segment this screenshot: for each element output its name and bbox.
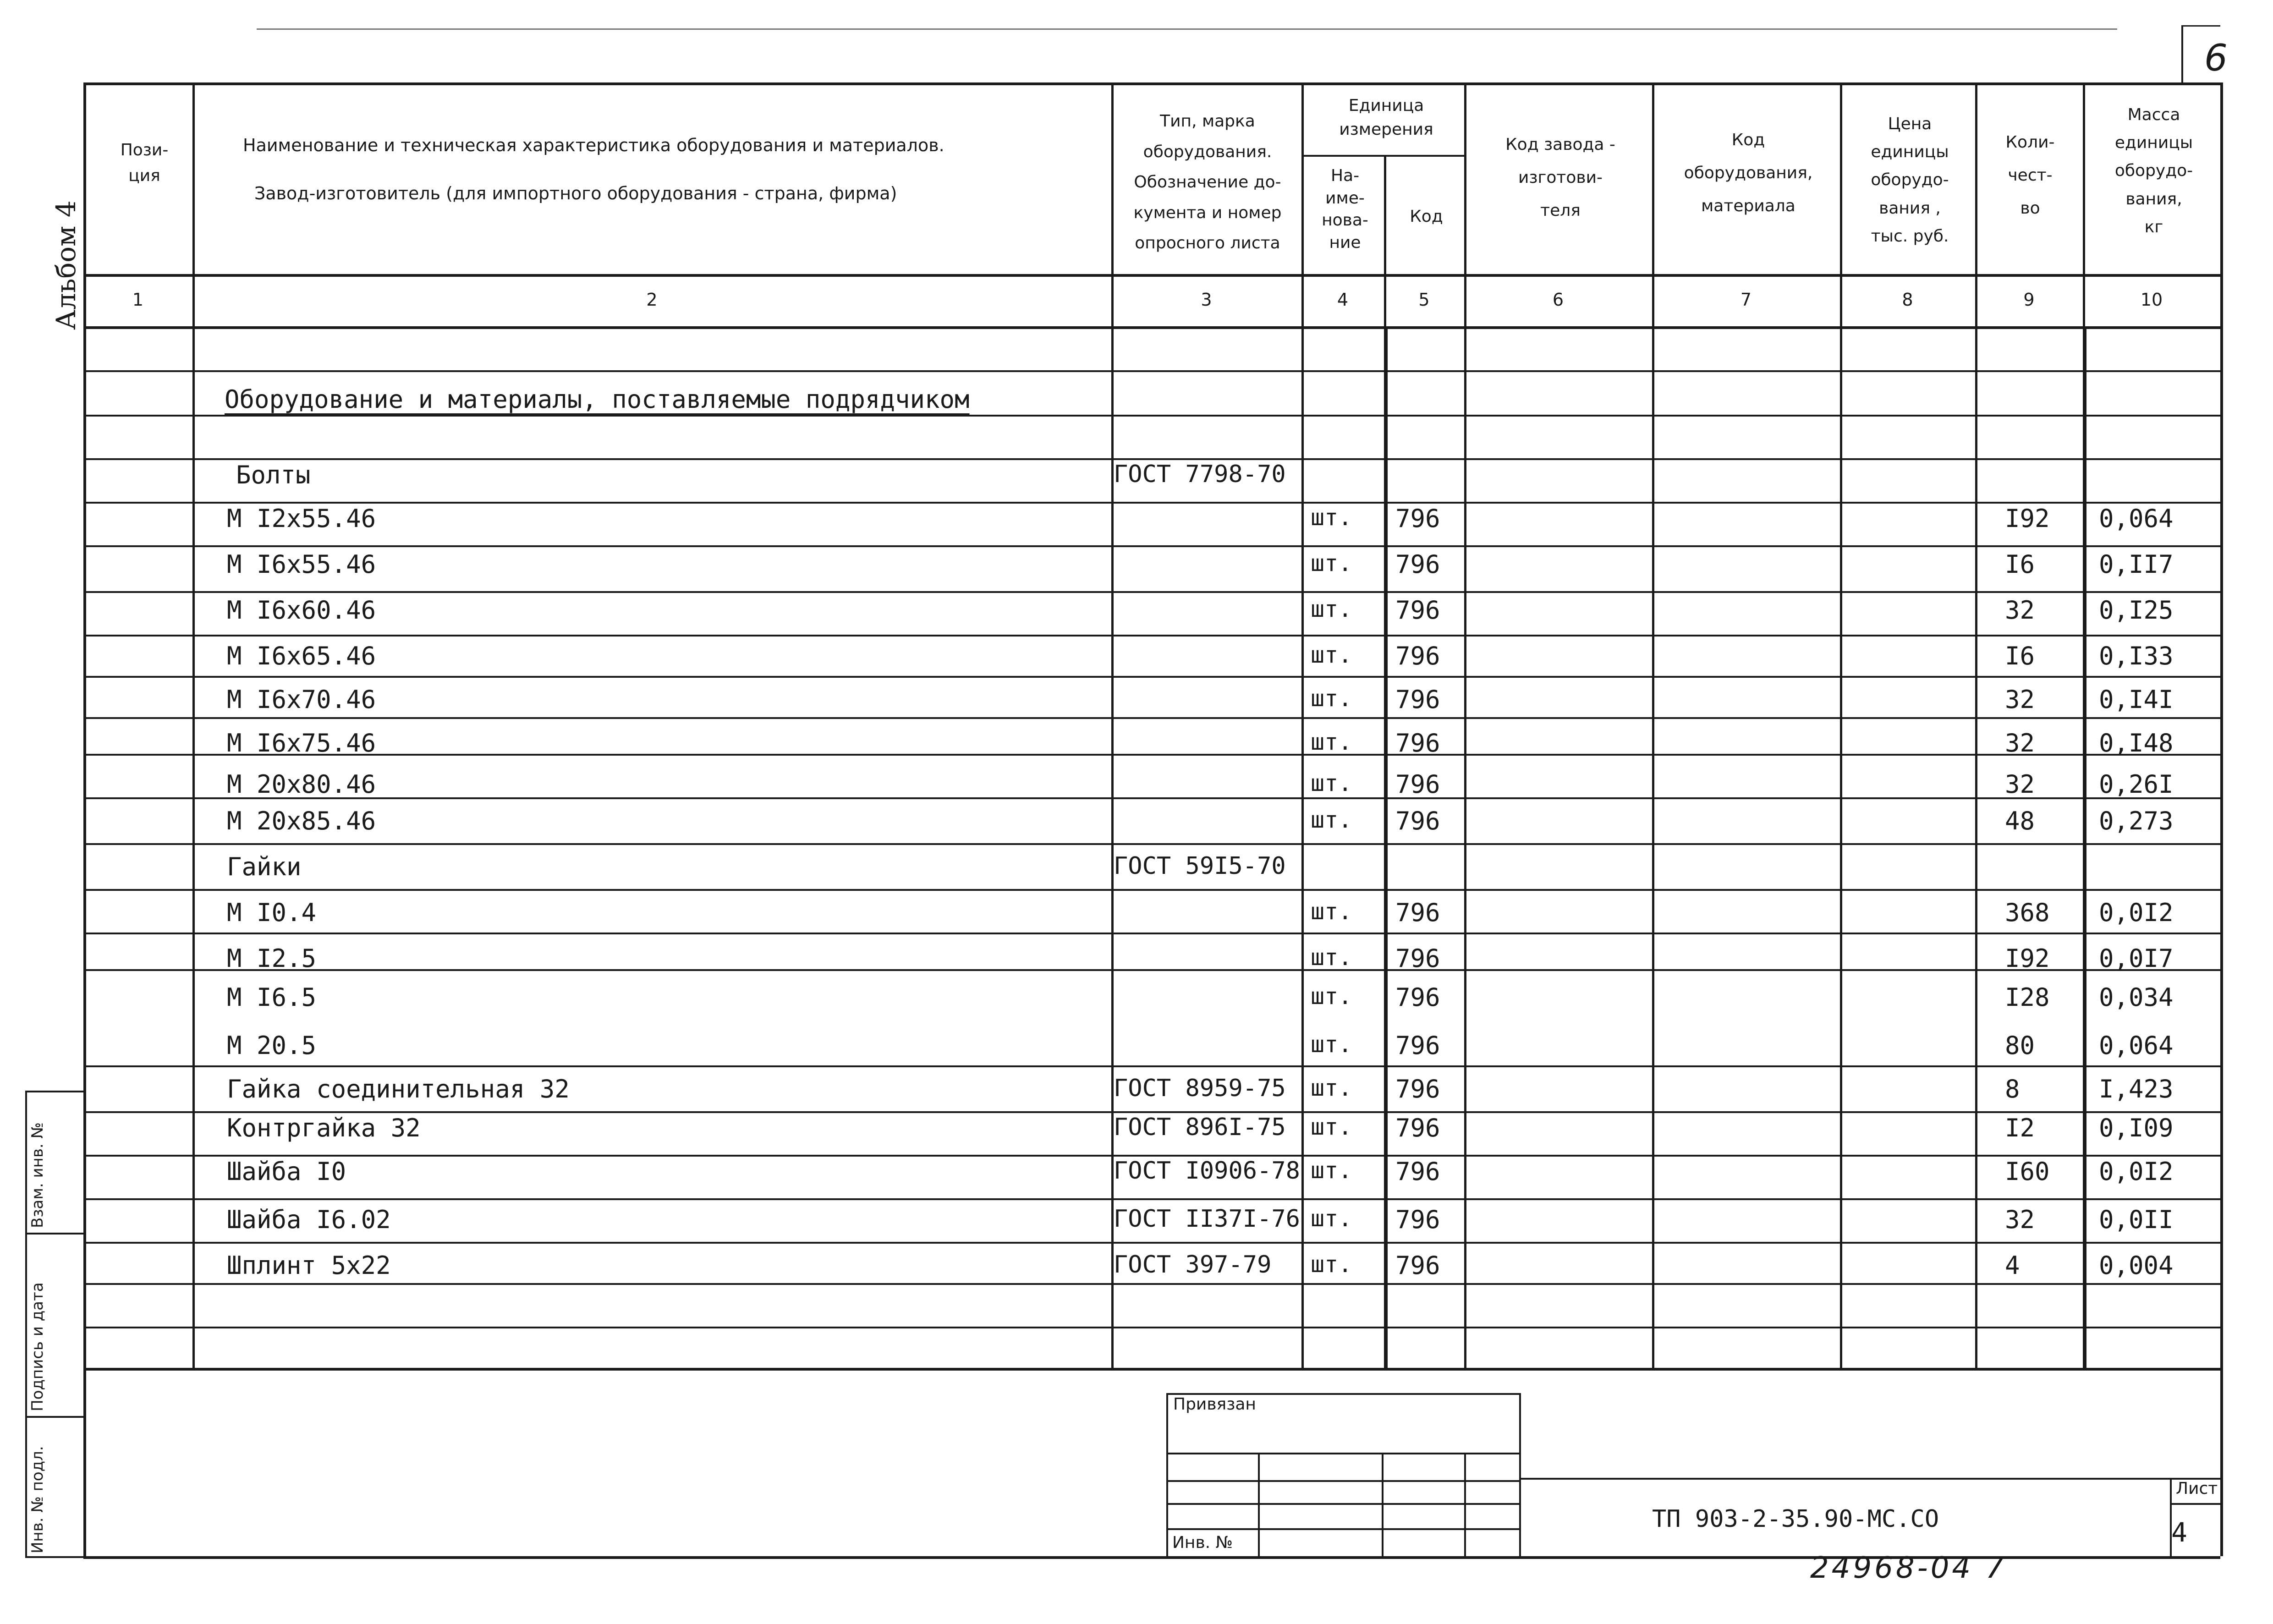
row-name: М I6х75.46 (227, 729, 376, 757)
grid-vline (1464, 1453, 1466, 1556)
row-mass: 0,064 (2099, 1031, 2174, 1060)
header-price: Цена единицы оборудо- вания , тыс. руб. (1871, 115, 1949, 246)
column-number-7: 7 (1740, 290, 1752, 310)
grid-vline (2220, 82, 2223, 1556)
grid-hline (2181, 25, 2220, 27)
column-number-4: 4 (1337, 290, 1349, 310)
row-mass: 0,I33 (2099, 642, 2174, 670)
grid-vline (2181, 25, 2183, 82)
row-doc: ГОСТ 397-79 (1114, 1251, 1272, 1278)
page-number-handwritten: 6 (2204, 37, 2228, 79)
row-quantity: 32 (2005, 1205, 2035, 1234)
row-mass: 0,273 (2099, 807, 2174, 835)
row-name: Шайба I0 (227, 1157, 346, 1186)
row-unit-code: 796 (1395, 642, 1440, 670)
row-mass: 0,034 (2099, 983, 2174, 1012)
row-unit: шт. (1311, 550, 1352, 576)
row-mass: 0,0II (2099, 1205, 2174, 1234)
grid-hline (83, 676, 2220, 678)
side-label-podpis: Подпись и дата (28, 1282, 47, 1411)
row-name: Гайка соединительная 32 (227, 1075, 570, 1103)
grid-vline (1384, 326, 1388, 1368)
column-number-1: 1 (132, 290, 144, 310)
row-quantity: I6 (2005, 642, 2035, 670)
grid-vline (1301, 82, 1304, 1368)
row-unit-code: 796 (1395, 898, 1440, 927)
row-name: Шайба I6.02 (227, 1205, 391, 1234)
row-mass: 0,I25 (2099, 596, 2174, 625)
grid-hline (83, 717, 2220, 719)
row-unit-code: 796 (1395, 1031, 1440, 1060)
grid-hline (83, 797, 2220, 799)
row-doc: ГОСТ 8959-75 (1114, 1075, 1286, 1102)
row-unit: шт. (1311, 729, 1352, 755)
row-name: М I2х55.46 (227, 504, 376, 533)
grid-hline (1301, 155, 1464, 157)
grid-vline (1975, 82, 1977, 1368)
row-unit: шт. (1311, 1157, 1352, 1184)
header-type-doc: Тип, марка оборудования. Обозначение до- кумента и номер опросного листа (1133, 112, 1282, 253)
grid-vline (1258, 1453, 1260, 1556)
grid-vline (2083, 326, 2086, 1368)
grid-hline (25, 1091, 83, 1092)
row-quantity: 32 (2005, 596, 2035, 625)
row-mass: 0,0I7 (2099, 944, 2174, 973)
row-unit-code: 796 (1395, 770, 1440, 799)
column-number-2: 2 (646, 290, 658, 310)
row-quantity: 8 (2005, 1075, 2020, 1103)
grid-hline (25, 1233, 83, 1234)
row-doc: ГОСТ 896I-75 (1114, 1114, 1286, 1141)
row-quantity: I6 (2005, 550, 2035, 579)
row-unit-code: 796 (1395, 1205, 1440, 1234)
row-unit: шт. (1311, 983, 1352, 1010)
grid-hline (83, 1111, 2220, 1113)
row-mass: 0,I48 (2099, 729, 2174, 757)
stamp-inv-no: Инв. № (1172, 1533, 1233, 1552)
row-unit: шт. (1311, 1031, 1352, 1058)
row-unit: шт. (1311, 944, 1352, 971)
header-equipment-code: Код оборудования, материала (1684, 131, 1813, 215)
row-name: М I6х60.46 (227, 596, 376, 625)
grid-hline (83, 969, 2220, 971)
row-unit-code: 796 (1395, 1251, 1440, 1280)
grid-hline (1166, 1503, 1519, 1505)
grid-hline (83, 82, 2220, 85)
row-unit: шт. (1311, 685, 1352, 712)
stamp-list-label: Лист (2176, 1479, 2218, 1498)
row-mass: 0,II7 (2099, 550, 2174, 579)
row-name: М I6х55.46 (227, 550, 376, 579)
grid-vline (25, 1091, 27, 1556)
grid-hline (25, 1416, 83, 1418)
row-unit-code: 796 (1395, 1075, 1440, 1103)
row-name: М I2.5 (227, 944, 317, 973)
row-quantity: 368 (2005, 898, 2050, 927)
header-mass: Масса единицы оборудо- вания, кг (2114, 105, 2193, 236)
stamp-document-code: ТП 903-2-35.90-МС.СО (1652, 1505, 1939, 1533)
row-unit-code: 796 (1395, 807, 1440, 835)
grid-vline (1652, 82, 1654, 1368)
grid-hline (83, 591, 2220, 593)
row-unit-code: 796 (1395, 983, 1440, 1012)
row-name: М 20х80.46 (227, 770, 376, 799)
top-scan-line (257, 28, 2117, 30)
row-quantity: 48 (2005, 807, 2035, 835)
column-number-3: 3 (1201, 290, 1212, 310)
grid-hline (25, 1556, 83, 1558)
row-quantity: 4 (2005, 1251, 2020, 1280)
row-quantity: 32 (2005, 729, 2035, 757)
row-unit: шт. (1311, 504, 1352, 531)
row-unit-code: 796 (1395, 504, 1440, 533)
grid-hline (83, 1198, 2220, 1200)
row-unit-code: 796 (1395, 1114, 1440, 1142)
grid-vline (1464, 82, 1466, 1368)
grid-vline (192, 82, 195, 1368)
row-quantity: I2 (2005, 1114, 2035, 1142)
grid-hline (1166, 1480, 1519, 1482)
row-unit: шт. (1311, 1114, 1352, 1140)
grid-hline (83, 889, 2220, 891)
grid-hline (1519, 1478, 2220, 1480)
row-unit-code: 796 (1395, 550, 1440, 579)
footer-handwritten-number: 24968-04 7 (1810, 1551, 2007, 1585)
row-unit: шт. (1311, 642, 1352, 668)
row-unit: шт. (1311, 1205, 1352, 1232)
row-quantity: 32 (2005, 685, 2035, 714)
row-mass: 0,064 (2099, 504, 2174, 533)
header-name-line1: Наименование и техническая характеристика оборудования и материалов. (243, 135, 944, 155)
column-number-6: 6 (1552, 290, 1564, 310)
stamp-privyazan: Привязан (1173, 1395, 1256, 1414)
row-mass: 0,0I2 (2099, 1157, 2174, 1186)
row-unit-code: 796 (1395, 729, 1440, 757)
row-unit-code: 796 (1395, 944, 1440, 973)
column-number-8: 8 (1902, 290, 1913, 310)
row-doc: ГОСТ 59I5-70 (1114, 852, 1286, 880)
grid-hline (83, 635, 2220, 636)
row-unit: шт. (1311, 1251, 1352, 1278)
row-unit: шт. (1311, 898, 1352, 925)
row-name: М I6х70.46 (227, 685, 376, 714)
header-name-line2: Завод-изготовитель (для импортного оборудования - страна, фирма) (254, 183, 897, 203)
header-factory-code: Код завода - изготови- теля (1505, 135, 1615, 220)
row-doc: ГОСТ 7798-70 (1114, 461, 1286, 488)
grid-vline (1166, 1393, 1168, 1556)
row-name: Шплинт 5х22 (227, 1251, 391, 1280)
row-quantity: I60 (2005, 1157, 2050, 1186)
grid-hline (83, 545, 2220, 547)
header-unit-code: Код (1410, 207, 1443, 226)
row-unit-code: 796 (1395, 1157, 1440, 1186)
grid-hline (2170, 1503, 2220, 1505)
row-unit: шт. (1311, 807, 1352, 833)
grid-hline (1166, 1453, 1519, 1454)
header-unit: Единица измерения (1339, 96, 1433, 139)
grid-vline (1840, 82, 1842, 1368)
grid-hline (83, 843, 2220, 845)
grid-hline (83, 415, 2220, 417)
grid-hline (1166, 1528, 1519, 1530)
stamp-list-number: 4 (2171, 1517, 2187, 1548)
row-name: Гайки (227, 852, 302, 881)
grid-hline (83, 274, 2220, 277)
side-label-vzam: Взам. инв. № (28, 1122, 47, 1228)
album-label: Альбом 4 (50, 200, 82, 330)
row-name: Болты (236, 461, 311, 489)
section-title: Оборудование и материалы, поставляемые подрядчиком (225, 385, 970, 414)
header-quantity: Коли- чест- во (2005, 133, 2055, 218)
row-name: М I0.4 (227, 898, 317, 927)
row-quantity: 32 (2005, 770, 2035, 799)
column-number-9: 9 (2023, 290, 2035, 310)
row-mass: 0,I4I (2099, 685, 2174, 714)
grid-vline (1382, 1453, 1384, 1556)
side-label-inv: Инв. № подл. (28, 1446, 47, 1553)
row-mass: 0,004 (2099, 1251, 2174, 1280)
row-quantity: I92 (2005, 944, 2050, 973)
grid-hline (83, 326, 2220, 329)
grid-hline (83, 502, 2220, 504)
grid-hline (83, 754, 2220, 756)
row-unit-code: 796 (1395, 685, 1440, 714)
row-name: М I6.5 (227, 983, 317, 1012)
row-unit-code: 796 (1395, 596, 1440, 625)
row-quantity: I92 (2005, 504, 2050, 533)
column-number-10: 10 (2140, 290, 2163, 310)
grid-hline (83, 1327, 2220, 1328)
column-number-5: 5 (1418, 290, 1430, 310)
header-unit-name: На- име- нова- ние (1322, 166, 1368, 252)
row-quantity: 80 (2005, 1031, 2035, 1060)
row-quantity: I28 (2005, 983, 2050, 1012)
row-doc: ГОСТ II37I-76 (1114, 1205, 1300, 1233)
row-unit: шт. (1311, 596, 1352, 622)
row-mass: 0,I09 (2099, 1114, 2174, 1142)
grid-hline (83, 458, 2220, 460)
grid-hline (83, 1283, 2220, 1285)
grid-hline (83, 933, 2220, 934)
grid-hline (83, 1368, 2220, 1371)
grid-hline (83, 1065, 2220, 1067)
row-doc: ГОСТ I0906-78 (1114, 1157, 1300, 1185)
row-unit: шт. (1311, 1075, 1352, 1101)
row-name: М I6х65.46 (227, 642, 376, 670)
row-mass: I,423 (2099, 1075, 2174, 1103)
row-name: М 20.5 (227, 1031, 317, 1060)
row-name: Контргайка 32 (227, 1114, 421, 1142)
row-mass: 0,26I (2099, 770, 2174, 799)
grid-hline (83, 1242, 2220, 1244)
row-unit: шт. (1311, 770, 1352, 796)
grid-vline (1519, 1393, 1521, 1556)
grid-hline (83, 1155, 2220, 1157)
row-mass: 0,0I2 (2099, 898, 2174, 927)
header-position: Пози- ция (120, 141, 169, 185)
row-name: М 20х85.46 (227, 807, 376, 835)
grid-hline (83, 370, 2220, 372)
